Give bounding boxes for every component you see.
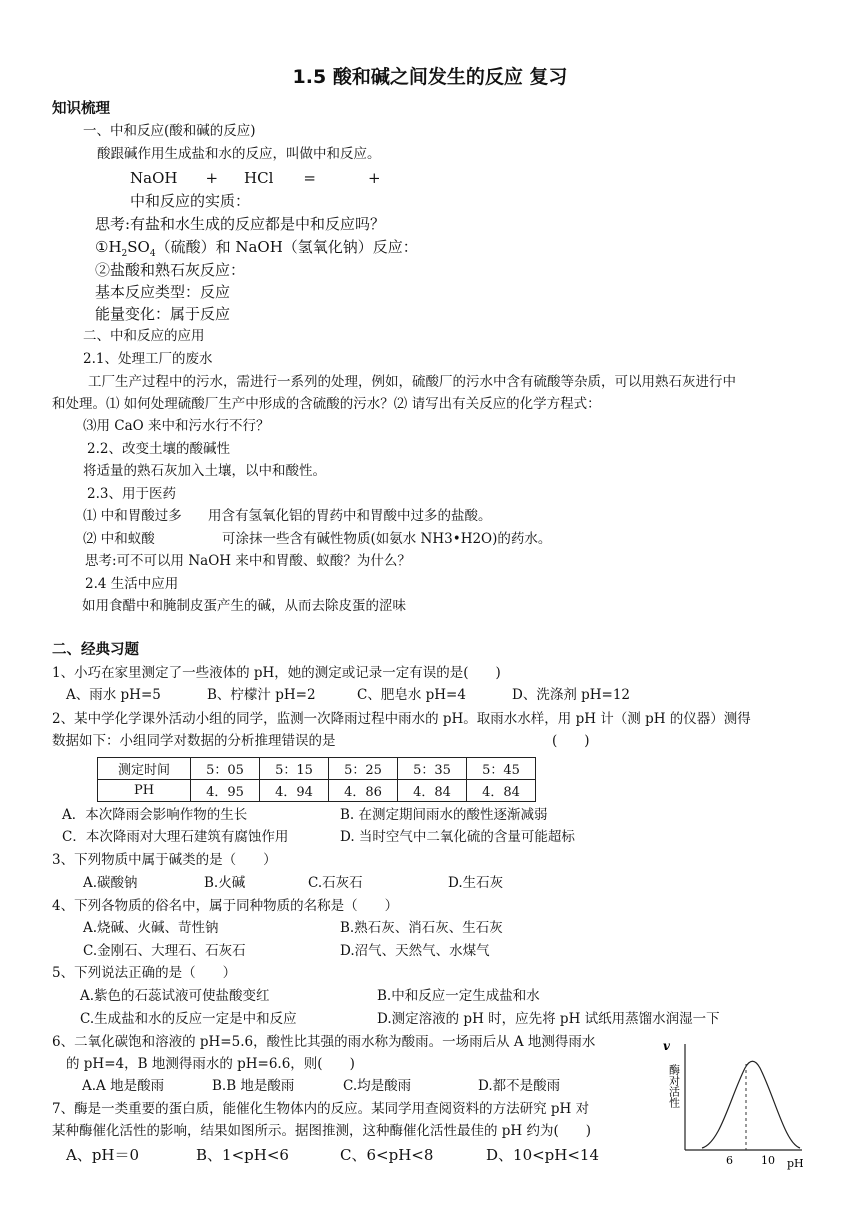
x-tick-label: 10 [761,1154,775,1167]
table-cell: 5：45 [467,758,536,780]
question-1: 1、小巧在家里测定了一些液体的 pH，她的测定或记录一定有误的是( ) [52,665,501,681]
question-7-line2: 某种酶催化活性的影响，结果如图所示。据图推测，这种酶催化活性最佳的 pH 约为( ) [52,1123,592,1139]
question-6: 6、二氧化碳饱和溶液的 pH=5.6，酸性比其强的雨水称为酸雨。一场雨后从 A 地测得雨水 [52,1034,596,1050]
activity-curve [702,1061,800,1148]
y-axis-symbol: v [663,1039,670,1053]
text-line: 酸跟碱作用生成盐和水的反应，叫做中和反应。 [97,146,381,162]
option: B、1<pH<6 [196,1146,289,1164]
text-line: 2.2、改变土壤的酸碱性 [87,441,230,457]
table-cell: 4．84 [467,780,536,802]
question-7: 7、酶是一类重要的蛋白质，能催化生物体内的反应。某同学用查阅资料的方法研究 pH 对 [52,1101,590,1117]
text-span: ①H [95,238,122,256]
option: D.沼气、天然气、水煤气 [340,943,490,959]
option: D.生石灰 [448,875,504,891]
option: A、pH＝0 [66,1146,140,1164]
option: C.石灰石 [308,875,363,891]
option: A、雨水 pH=5 [66,687,161,703]
option: B、柠檬汁 pH=2 [207,687,316,703]
question-2: 2、某中学化学课外活动小组的同学，监测一次降雨过程中雨水的 pH。取雨水水样，用 pH 计（测 pH 的仪器）测得 [52,711,751,727]
equation-line [130,168,381,188]
option: A.碳酸钠 [83,875,138,891]
table-cell: 5：25 [329,758,398,780]
text-line: 2.4 生活中应用 [85,576,179,592]
option: C、6<pH<8 [340,1146,434,1164]
text-line: 一、中和反应(酸和碱的反应) [83,123,256,139]
text-line: 将适量的熟石灰加入土壤，以中和酸性。 [83,463,326,479]
table-cell: 5：05 [191,758,260,780]
text-line: 可涂抹一些含有碱性物质(如氨水 NH3•H2O)的药水。 [222,531,552,547]
table-cell: 4．94 [260,780,329,802]
text-line: 2.3、用于医药 [87,486,176,502]
option: A.紫色的石蕊试液可使盐酸变红 [80,988,270,1004]
page-title: 1.5 酸和碱之间发生的反应 复习 [292,66,568,88]
subscript: 2 [121,249,128,259]
option: A.A 地是酸雨 [82,1078,165,1094]
option: A．本次降雨会影响作物的生长 [62,807,248,823]
option: D、10<pH<14 [486,1146,600,1164]
option: D. 当时空气中二氧化硫的含量可能超标 [340,829,575,845]
option: B.中和反应一定生成盐和水 [377,988,540,1004]
option: A.烧碱、火碱、苛性钠 [83,920,219,936]
text-line: 中和反应的实质： [130,192,251,210]
option: C.金刚石、大理石、石灰石 [83,943,246,959]
text-line: 和处理。⑴ 如何处理硫酸厂生产中形成的含硫酸的污水？⑵ 请写出有关反应的化学方程式： [52,396,601,412]
plus-sign: + [205,169,219,187]
formula-naoh: NaOH [130,169,178,187]
option: D.都不是酸雨 [478,1078,561,1094]
answer-paren: ( ) [552,733,590,749]
table-cell: PH [98,780,191,802]
table-row [98,780,536,802]
subscript: 4 [149,249,156,259]
table-cell: 4．86 [329,780,398,802]
text-line: 用含有氢氧化铝的胃药中和胃酸中过多的盐酸。 [208,508,492,524]
table-cell: 测定时间 [98,758,191,780]
table-cell: 5：15 [260,758,329,780]
ph-data-table [97,757,536,802]
option: C、肥皂水 pH=4 [357,687,466,703]
table-cell: 5：35 [398,758,467,780]
option: B.B 地是酸雨 [212,1078,295,1094]
text-line: 2.1、处理工厂的废水 [83,351,213,367]
x-axis-label: pH [787,1157,804,1170]
text-line: 如用食醋中和腌制皮蛋产生的碱，从而去除皮蛋的涩味 [82,598,406,614]
text-line: 思考:可不可以用 NaOH 来中和胃酸、蚁酸？为什么？ [85,553,411,569]
text-line: 能量变化：属于反应 [95,305,231,323]
table-row [98,758,536,780]
plus-sign: + [367,169,381,187]
option: B.火碱 [204,875,246,891]
option: B.熟石灰、消石灰、生石灰 [340,920,503,936]
text-line: 工厂生产过程中的污水，需进行一系列的处理，例如，硫酸厂的污水中含有硫酸等杂质，可以用熟石灰进行中 [88,374,736,390]
question-3: 3、下列物质中属于碱类的是（ ） [52,852,277,868]
equals-sign: = [303,169,316,187]
option: B. 在测定期间雨水的酸性逐渐减弱 [340,807,548,823]
question-6-line2: 的 pH=4，B 地测得雨水的 pH=6.6，则( ) [66,1056,355,1072]
option: C.生成盐和水的反应一定是中和反应 [80,1011,297,1027]
x-tick-label: 6 [726,1154,733,1167]
text-line: ⑵ 中和蚁酸 [83,531,155,547]
table-cell: 4．95 [191,780,260,802]
enzyme-activity-figure [660,1038,810,1172]
text-line: ②盐酸和熟石灰反应： [95,261,246,279]
section-heading-exercises: 二、经典习题 [52,642,139,658]
question-4: 4、下列各物质的俗名中，属于同种物质的名称是（ ） [52,898,399,914]
option: D.测定溶液的 pH 时，应先将 pH 试纸用蒸馏水润湿一下 [377,1011,720,1027]
option: D、洗涤剂 pH=12 [512,687,631,703]
question-2-line2: 数据如下：小组同学对数据的分析推理错误的是 [52,733,336,749]
table-cell: 4．84 [398,780,467,802]
text-span: （硫酸）和 NaOH（氢氧化钠）反应： [155,238,418,256]
section-heading-knowledge: 知识梳理 [52,101,110,117]
text-line: ⑴ 中和胃酸过多 [83,508,182,524]
y-axis-label: 酶对活性 [667,1064,681,1108]
option: C.均是酸雨 [343,1078,412,1094]
formula-hcl: HCl [244,169,274,187]
text-line: 基本反应类型：反应 [95,283,231,301]
text-line: 思考:有盐和水生成的反应都是中和反应吗？ [95,215,386,233]
text-line: ⑶用 CaO 来中和污水行不行？ [83,418,270,434]
text-span: SO [127,238,150,256]
option: C．本次降雨对大理石建筑有腐蚀作用 [62,829,289,845]
question-5: 5、下列说法正确的是（ ） [52,965,237,981]
text-line: 二、中和反应的应用 [83,328,205,344]
